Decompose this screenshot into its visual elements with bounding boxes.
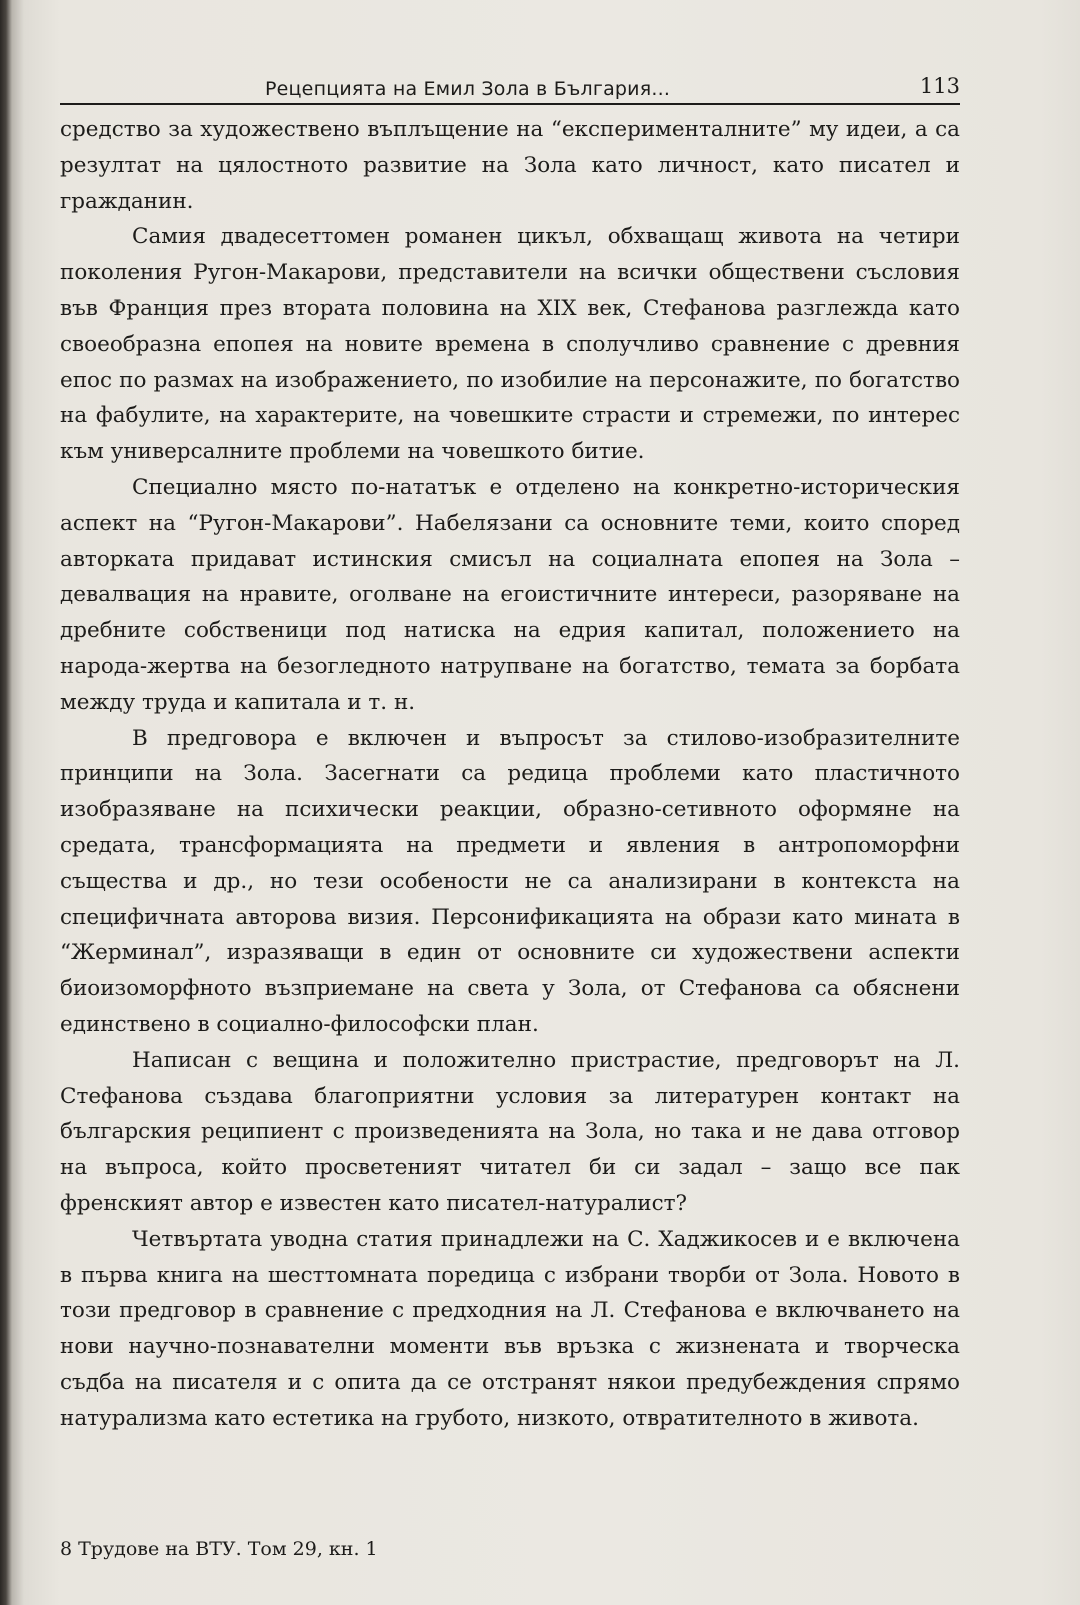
page-number: 113 [919, 74, 960, 98]
header-rule [60, 103, 960, 105]
running-title: Рецепцията на Емил Зола в България... [265, 78, 671, 100]
paragraph: В предговора е включен и въпросът за стилово-изобразителните принципи на Зола. Засегнати са редица проблеми като пластичното изобразяване на психически реакции, образно-сетивното оформяне на средата, трансформацията на предмети и явления в антропоморфни същества и др., но тези особености не са анализирани в контекста на специфичната авторова визия. Персонификацията на образи като мината в “Жерминал”, изразяващи в един от основните си художествени аспекти биоизоморфното възприемане на света у Зола, от Стефанова са обяснени единствено в социално-философски план. [60, 725, 960, 1037]
paragraph: средство за художествено въплъщение на “експерименталните” му идеи, а са резултат на цялостното развитие на Зола като личност, като писател и гражданин. [60, 117, 960, 214]
page-header [60, 74, 960, 104]
paragraph: Написан с вещина и положително пристрастие, предговорът на Л. Стефанова създава благоприятни условия за литературен контакт на българския реципиент с произведенията на Зола, но така и не дава отговор на въпроса, който просветеният читател би си задал – защо все пак френският автор е известен като писател-натуралист? [60, 1047, 960, 1216]
paragraph: Четвъртата уводна статия принадлежи на С. Хаджикосев и е включена в първа книга на шесттомната поредица с избрани творби от Зола. Новото в този предговор в сравнение с предходния на Л. Стефанова е включването на нови научно-познавателни моменти във връзка с жизнената и творческа съдба на писателя и с опита да се отстранят някои предубеждения спрямо натурализма като естетика на грубото, низкото, отвратителното в живота. [60, 1226, 960, 1431]
paragraph: Специално място по-нататък е отделено на конкретно-историческия аспект на “Ругон-Макарови”. Набелязани са основните теми, които според авторката придават истинския смисъл на социалната епопея на Зола – девалвация на нравите, оголване на егоистичните интереси, разоряване на дребните собственици под натиска на едрия капитал, положението на народа-жертва на безогледното натрупване на богатство, темата за борбата между труда и капитала и т. н. [60, 474, 960, 715]
paragraph: Самия двадесеттомен романен цикъл, обхващащ живота на четири поколения Ругон-Макарови, представители на всички обществени съсловия във Франция през втората половина на XIX век, Стефанова разглежда като своеобразна епопея на новите времена в сполучливо сравнение с древния епос по размах на изображението, по изобилие на персонажите, по богатство на фабулите, на характерите, на човешките страсти и стремежи, по интерес към универсалните проблеми на човешкото битие. [60, 224, 960, 465]
footer-signature: 8 Трудове на ВТУ. Том 29, кн. 1 [60, 1538, 378, 1560]
body-text [60, 112, 960, 1436]
